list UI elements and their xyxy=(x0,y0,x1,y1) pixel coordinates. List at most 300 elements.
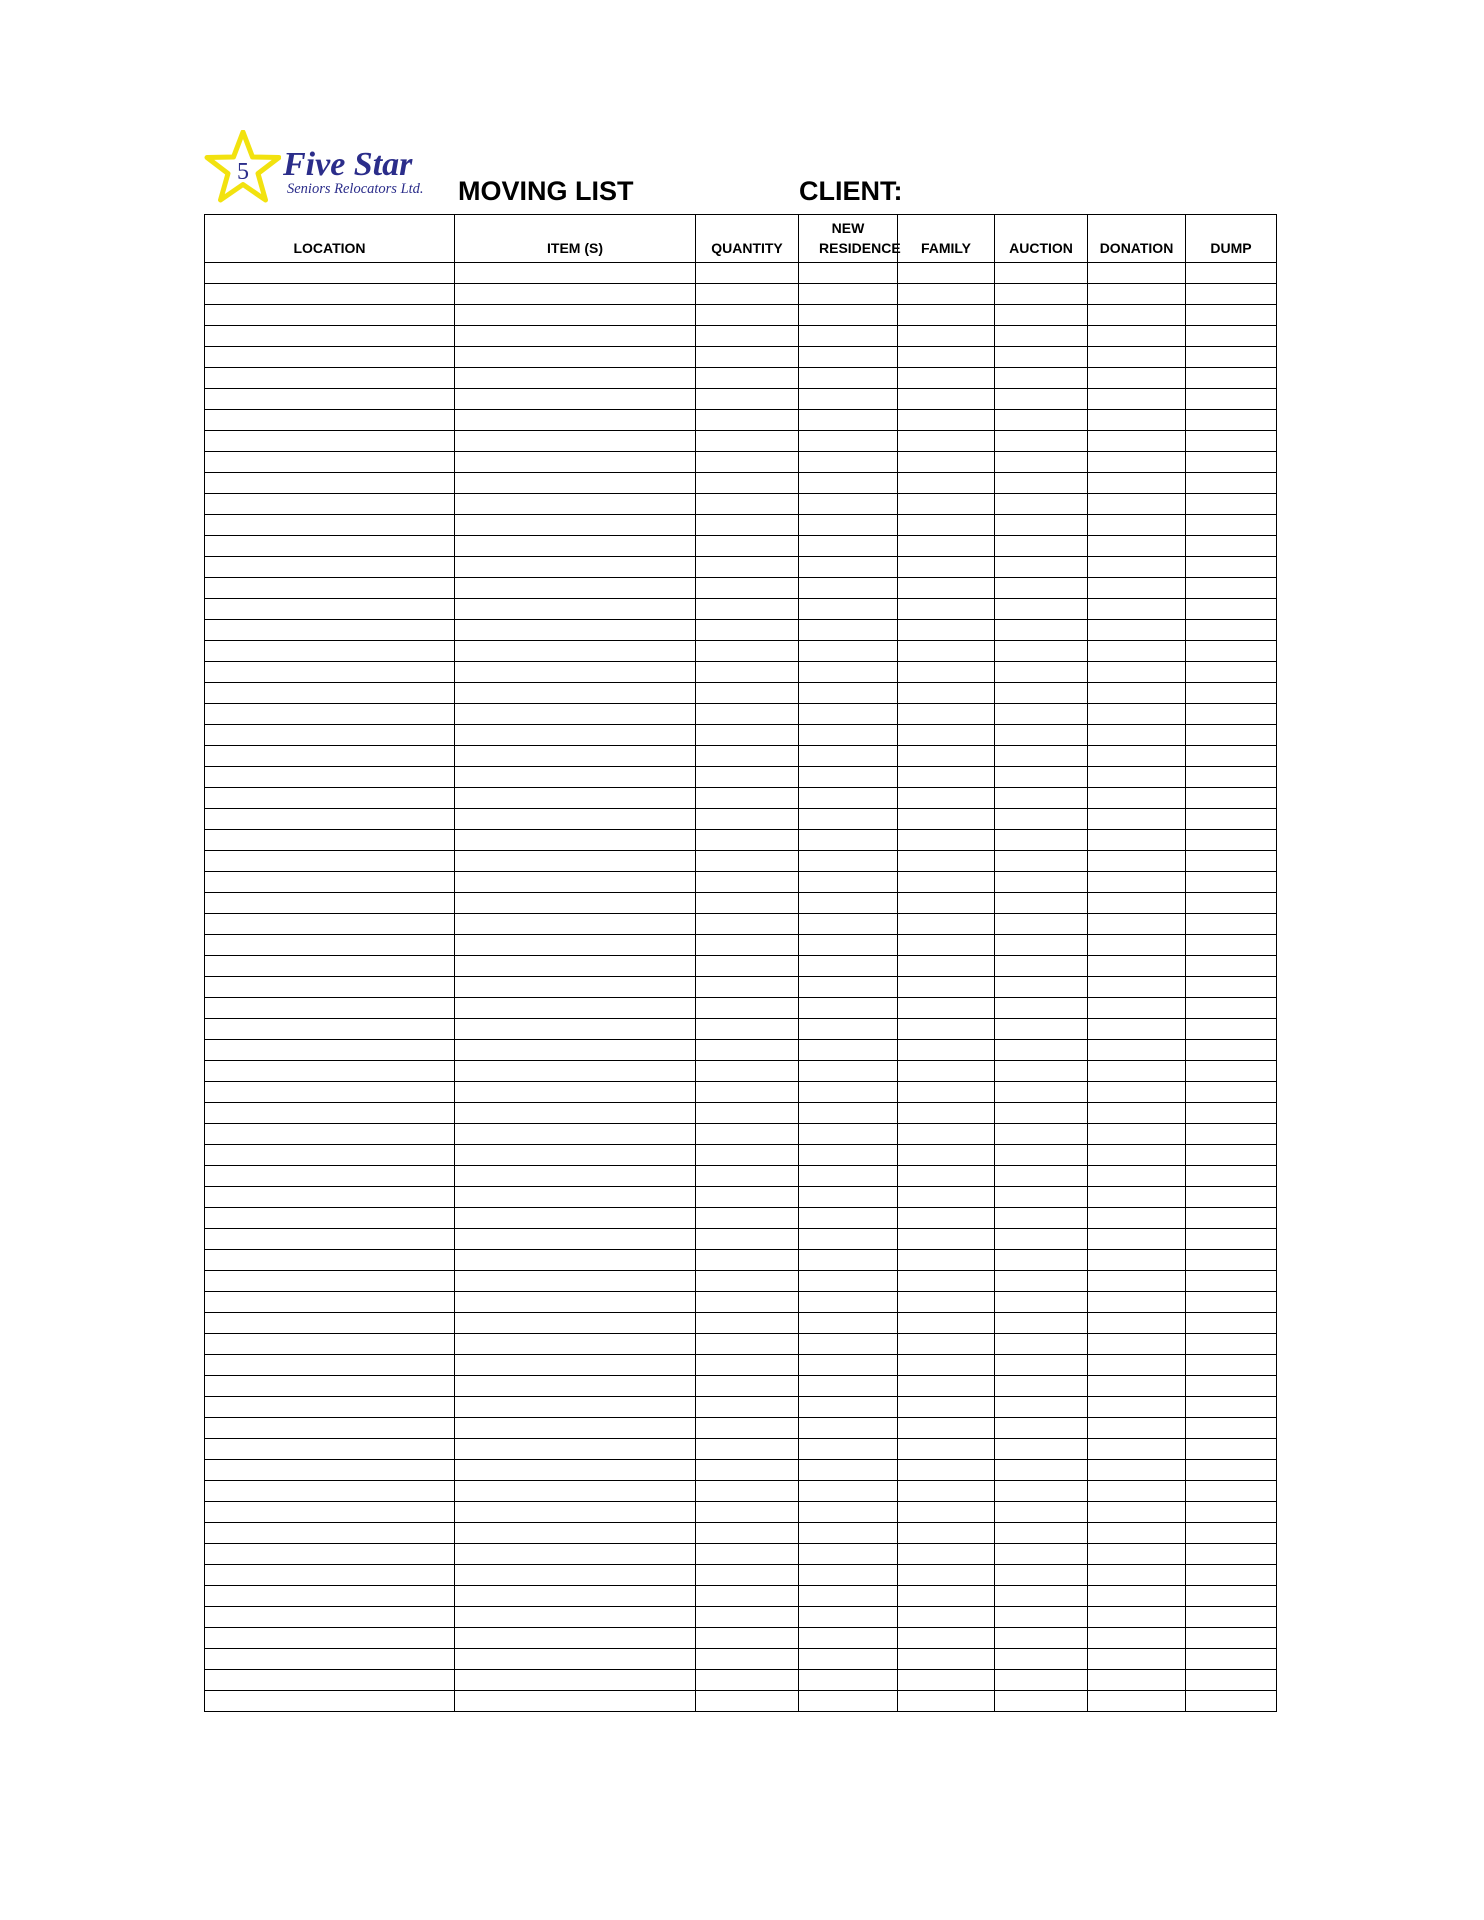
cell-location[interactable] xyxy=(205,830,455,851)
cell-family[interactable] xyxy=(898,389,995,410)
cell-new-residence[interactable] xyxy=(799,704,898,725)
cell-auction[interactable] xyxy=(995,368,1088,389)
cell-new-residence[interactable] xyxy=(799,1397,898,1418)
cell-location[interactable] xyxy=(205,1376,455,1397)
cell-family[interactable] xyxy=(898,1502,995,1523)
cell-new-residence[interactable] xyxy=(799,998,898,1019)
cell-new-residence[interactable] xyxy=(799,1649,898,1670)
cell-location[interactable] xyxy=(205,788,455,809)
cell-auction[interactable] xyxy=(995,515,1088,536)
cell-donation[interactable] xyxy=(1088,1397,1186,1418)
cell-quantity[interactable] xyxy=(696,389,799,410)
cell-donation[interactable] xyxy=(1088,599,1186,620)
cell-donation[interactable] xyxy=(1088,326,1186,347)
cell-dump[interactable] xyxy=(1186,1628,1277,1649)
cell-family[interactable] xyxy=(898,515,995,536)
cell-donation[interactable] xyxy=(1088,1145,1186,1166)
cell-location[interactable] xyxy=(205,1334,455,1355)
cell-donation[interactable] xyxy=(1088,263,1186,284)
cell-family[interactable] xyxy=(898,1187,995,1208)
cell-family[interactable] xyxy=(898,284,995,305)
cell-items[interactable] xyxy=(455,1292,696,1313)
cell-auction[interactable] xyxy=(995,1628,1088,1649)
cell-quantity[interactable] xyxy=(696,1040,799,1061)
cell-family[interactable] xyxy=(898,305,995,326)
cell-auction[interactable] xyxy=(995,935,1088,956)
cell-dump[interactable] xyxy=(1186,1670,1277,1691)
cell-items[interactable] xyxy=(455,725,696,746)
cell-location[interactable] xyxy=(205,410,455,431)
cell-new-residence[interactable] xyxy=(799,305,898,326)
cell-quantity[interactable] xyxy=(696,326,799,347)
cell-new-residence[interactable] xyxy=(799,1271,898,1292)
cell-dump[interactable] xyxy=(1186,1607,1277,1628)
cell-donation[interactable] xyxy=(1088,704,1186,725)
cell-dump[interactable] xyxy=(1186,998,1277,1019)
cell-items[interactable] xyxy=(455,1166,696,1187)
cell-new-residence[interactable] xyxy=(799,1502,898,1523)
cell-location[interactable] xyxy=(205,326,455,347)
cell-donation[interactable] xyxy=(1088,977,1186,998)
cell-quantity[interactable] xyxy=(696,704,799,725)
cell-family[interactable] xyxy=(898,557,995,578)
cell-location[interactable] xyxy=(205,1481,455,1502)
cell-items[interactable] xyxy=(455,1250,696,1271)
cell-auction[interactable] xyxy=(995,326,1088,347)
cell-new-residence[interactable] xyxy=(799,1607,898,1628)
cell-donation[interactable] xyxy=(1088,788,1186,809)
cell-new-residence[interactable] xyxy=(799,1187,898,1208)
cell-quantity[interactable] xyxy=(696,851,799,872)
cell-new-residence[interactable] xyxy=(799,557,898,578)
cell-quantity[interactable] xyxy=(696,1292,799,1313)
cell-family[interactable] xyxy=(898,1292,995,1313)
cell-auction[interactable] xyxy=(995,1124,1088,1145)
cell-location[interactable] xyxy=(205,389,455,410)
cell-dump[interactable] xyxy=(1186,536,1277,557)
cell-quantity[interactable] xyxy=(696,1376,799,1397)
cell-items[interactable] xyxy=(455,1502,696,1523)
cell-auction[interactable] xyxy=(995,557,1088,578)
cell-quantity[interactable] xyxy=(696,368,799,389)
cell-location[interactable] xyxy=(205,1418,455,1439)
cell-dump[interactable] xyxy=(1186,1061,1277,1082)
cell-location[interactable] xyxy=(205,557,455,578)
cell-items[interactable] xyxy=(455,1313,696,1334)
cell-donation[interactable] xyxy=(1088,389,1186,410)
cell-quantity[interactable] xyxy=(696,1607,799,1628)
cell-family[interactable] xyxy=(898,1019,995,1040)
cell-auction[interactable] xyxy=(995,1670,1088,1691)
cell-items[interactable] xyxy=(455,347,696,368)
cell-location[interactable] xyxy=(205,431,455,452)
cell-family[interactable] xyxy=(898,1460,995,1481)
cell-location[interactable] xyxy=(205,473,455,494)
cell-quantity[interactable] xyxy=(696,1670,799,1691)
cell-quantity[interactable] xyxy=(696,1061,799,1082)
cell-donation[interactable] xyxy=(1088,347,1186,368)
cell-auction[interactable] xyxy=(995,998,1088,1019)
cell-location[interactable] xyxy=(205,1019,455,1040)
cell-auction[interactable] xyxy=(995,1292,1088,1313)
cell-donation[interactable] xyxy=(1088,305,1186,326)
cell-items[interactable] xyxy=(455,872,696,893)
cell-quantity[interactable] xyxy=(696,1334,799,1355)
cell-donation[interactable] xyxy=(1088,557,1186,578)
cell-family[interactable] xyxy=(898,473,995,494)
cell-new-residence[interactable] xyxy=(799,515,898,536)
cell-new-residence[interactable] xyxy=(799,1208,898,1229)
cell-items[interactable] xyxy=(455,830,696,851)
cell-donation[interactable] xyxy=(1088,767,1186,788)
cell-items[interactable] xyxy=(455,410,696,431)
cell-dump[interactable] xyxy=(1186,452,1277,473)
cell-new-residence[interactable] xyxy=(799,1061,898,1082)
cell-auction[interactable] xyxy=(995,620,1088,641)
cell-items[interactable] xyxy=(455,809,696,830)
cell-auction[interactable] xyxy=(995,1586,1088,1607)
cell-auction[interactable] xyxy=(995,809,1088,830)
cell-items[interactable] xyxy=(455,1103,696,1124)
cell-quantity[interactable] xyxy=(696,746,799,767)
cell-quantity[interactable] xyxy=(696,977,799,998)
cell-auction[interactable] xyxy=(995,347,1088,368)
cell-donation[interactable] xyxy=(1088,1502,1186,1523)
cell-family[interactable] xyxy=(898,1523,995,1544)
cell-items[interactable] xyxy=(455,1124,696,1145)
cell-quantity[interactable] xyxy=(696,872,799,893)
cell-location[interactable] xyxy=(205,1040,455,1061)
cell-dump[interactable] xyxy=(1186,620,1277,641)
cell-auction[interactable] xyxy=(995,1103,1088,1124)
cell-items[interactable] xyxy=(455,515,696,536)
cell-auction[interactable] xyxy=(995,1481,1088,1502)
cell-new-residence[interactable] xyxy=(799,473,898,494)
cell-dump[interactable] xyxy=(1186,473,1277,494)
cell-dump[interactable] xyxy=(1186,410,1277,431)
cell-new-residence[interactable] xyxy=(799,536,898,557)
cell-family[interactable] xyxy=(898,746,995,767)
cell-items[interactable] xyxy=(455,662,696,683)
cell-quantity[interactable] xyxy=(696,1082,799,1103)
cell-donation[interactable] xyxy=(1088,746,1186,767)
cell-dump[interactable] xyxy=(1186,704,1277,725)
cell-donation[interactable] xyxy=(1088,1271,1186,1292)
cell-dump[interactable] xyxy=(1186,788,1277,809)
cell-auction[interactable] xyxy=(995,1229,1088,1250)
cell-donation[interactable] xyxy=(1088,1166,1186,1187)
cell-quantity[interactable] xyxy=(696,431,799,452)
cell-items[interactable] xyxy=(455,1208,696,1229)
cell-location[interactable] xyxy=(205,284,455,305)
cell-auction[interactable] xyxy=(995,599,1088,620)
cell-items[interactable] xyxy=(455,1397,696,1418)
cell-family[interactable] xyxy=(898,347,995,368)
cell-location[interactable] xyxy=(205,935,455,956)
cell-location[interactable] xyxy=(205,746,455,767)
cell-items[interactable] xyxy=(455,1586,696,1607)
cell-donation[interactable] xyxy=(1088,1124,1186,1145)
cell-auction[interactable] xyxy=(995,1040,1088,1061)
cell-location[interactable] xyxy=(205,1292,455,1313)
cell-location[interactable] xyxy=(205,1544,455,1565)
cell-donation[interactable] xyxy=(1088,1691,1186,1712)
cell-dump[interactable] xyxy=(1186,1187,1277,1208)
cell-family[interactable] xyxy=(898,1271,995,1292)
cell-donation[interactable] xyxy=(1088,452,1186,473)
cell-new-residence[interactable] xyxy=(799,1124,898,1145)
cell-family[interactable] xyxy=(898,662,995,683)
cell-family[interactable] xyxy=(898,998,995,1019)
cell-new-residence[interactable] xyxy=(799,1292,898,1313)
cell-items[interactable] xyxy=(455,1334,696,1355)
cell-new-residence[interactable] xyxy=(799,914,898,935)
cell-quantity[interactable] xyxy=(696,998,799,1019)
cell-new-residence[interactable] xyxy=(799,599,898,620)
cell-dump[interactable] xyxy=(1186,1145,1277,1166)
cell-auction[interactable] xyxy=(995,1502,1088,1523)
cell-dump[interactable] xyxy=(1186,1418,1277,1439)
cell-auction[interactable] xyxy=(995,1355,1088,1376)
cell-auction[interactable] xyxy=(995,1565,1088,1586)
cell-donation[interactable] xyxy=(1088,536,1186,557)
cell-location[interactable] xyxy=(205,1649,455,1670)
cell-family[interactable] xyxy=(898,368,995,389)
cell-quantity[interactable] xyxy=(696,284,799,305)
cell-auction[interactable] xyxy=(995,1397,1088,1418)
cell-donation[interactable] xyxy=(1088,956,1186,977)
cell-donation[interactable] xyxy=(1088,851,1186,872)
cell-items[interactable] xyxy=(455,536,696,557)
cell-family[interactable] xyxy=(898,1334,995,1355)
cell-items[interactable] xyxy=(455,998,696,1019)
cell-auction[interactable] xyxy=(995,1208,1088,1229)
cell-items[interactable] xyxy=(455,683,696,704)
cell-donation[interactable] xyxy=(1088,1313,1186,1334)
cell-location[interactable] xyxy=(205,1271,455,1292)
cell-new-residence[interactable] xyxy=(799,935,898,956)
cell-new-residence[interactable] xyxy=(799,1313,898,1334)
cell-location[interactable] xyxy=(205,725,455,746)
cell-donation[interactable] xyxy=(1088,1292,1186,1313)
cell-new-residence[interactable] xyxy=(799,788,898,809)
cell-donation[interactable] xyxy=(1088,473,1186,494)
cell-donation[interactable] xyxy=(1088,284,1186,305)
cell-new-residence[interactable] xyxy=(799,452,898,473)
cell-items[interactable] xyxy=(455,1523,696,1544)
cell-quantity[interactable] xyxy=(696,1586,799,1607)
cell-new-residence[interactable] xyxy=(799,1355,898,1376)
cell-quantity[interactable] xyxy=(696,1166,799,1187)
cell-items[interactable] xyxy=(455,1607,696,1628)
cell-auction[interactable] xyxy=(995,767,1088,788)
cell-location[interactable] xyxy=(205,1145,455,1166)
cell-location[interactable] xyxy=(205,809,455,830)
cell-donation[interactable] xyxy=(1088,578,1186,599)
cell-location[interactable] xyxy=(205,977,455,998)
cell-family[interactable] xyxy=(898,683,995,704)
cell-family[interactable] xyxy=(898,1691,995,1712)
cell-donation[interactable] xyxy=(1088,872,1186,893)
cell-auction[interactable] xyxy=(995,788,1088,809)
cell-new-residence[interactable] xyxy=(799,347,898,368)
cell-quantity[interactable] xyxy=(696,1628,799,1649)
cell-quantity[interactable] xyxy=(696,1649,799,1670)
cell-new-residence[interactable] xyxy=(799,809,898,830)
cell-new-residence[interactable] xyxy=(799,1565,898,1586)
cell-location[interactable] xyxy=(205,1103,455,1124)
cell-new-residence[interactable] xyxy=(799,578,898,599)
cell-location[interactable] xyxy=(205,578,455,599)
cell-quantity[interactable] xyxy=(696,935,799,956)
cell-new-residence[interactable] xyxy=(799,1544,898,1565)
cell-auction[interactable] xyxy=(995,1418,1088,1439)
cell-items[interactable] xyxy=(455,305,696,326)
cell-quantity[interactable] xyxy=(696,1460,799,1481)
cell-dump[interactable] xyxy=(1186,1124,1277,1145)
cell-items[interactable] xyxy=(455,893,696,914)
cell-dump[interactable] xyxy=(1186,956,1277,977)
cell-family[interactable] xyxy=(898,410,995,431)
cell-quantity[interactable] xyxy=(696,305,799,326)
cell-auction[interactable] xyxy=(995,1649,1088,1670)
cell-quantity[interactable] xyxy=(696,1271,799,1292)
cell-quantity[interactable] xyxy=(696,263,799,284)
cell-dump[interactable] xyxy=(1186,1355,1277,1376)
cell-dump[interactable] xyxy=(1186,830,1277,851)
cell-dump[interactable] xyxy=(1186,1523,1277,1544)
cell-auction[interactable] xyxy=(995,536,1088,557)
cell-location[interactable] xyxy=(205,1250,455,1271)
cell-items[interactable] xyxy=(455,263,696,284)
cell-items[interactable] xyxy=(455,284,696,305)
cell-dump[interactable] xyxy=(1186,326,1277,347)
cell-items[interactable] xyxy=(455,956,696,977)
cell-location[interactable] xyxy=(205,263,455,284)
cell-auction[interactable] xyxy=(995,830,1088,851)
cell-quantity[interactable] xyxy=(696,1481,799,1502)
cell-donation[interactable] xyxy=(1088,725,1186,746)
cell-location[interactable] xyxy=(205,1082,455,1103)
cell-dump[interactable] xyxy=(1186,347,1277,368)
cell-location[interactable] xyxy=(205,662,455,683)
cell-dump[interactable] xyxy=(1186,1040,1277,1061)
cell-items[interactable] xyxy=(455,1691,696,1712)
cell-items[interactable] xyxy=(455,1229,696,1250)
cell-auction[interactable] xyxy=(995,1019,1088,1040)
cell-family[interactable] xyxy=(898,1376,995,1397)
cell-dump[interactable] xyxy=(1186,1691,1277,1712)
cell-family[interactable] xyxy=(898,1103,995,1124)
cell-new-residence[interactable] xyxy=(799,641,898,662)
cell-quantity[interactable] xyxy=(696,1313,799,1334)
cell-family[interactable] xyxy=(898,1418,995,1439)
cell-family[interactable] xyxy=(898,1040,995,1061)
cell-new-residence[interactable] xyxy=(799,662,898,683)
cell-quantity[interactable] xyxy=(696,767,799,788)
cell-donation[interactable] xyxy=(1088,998,1186,1019)
cell-family[interactable] xyxy=(898,494,995,515)
cell-quantity[interactable] xyxy=(696,1187,799,1208)
cell-location[interactable] xyxy=(205,683,455,704)
cell-auction[interactable] xyxy=(995,893,1088,914)
cell-dump[interactable] xyxy=(1186,1649,1277,1670)
cell-quantity[interactable] xyxy=(696,1145,799,1166)
cell-new-residence[interactable] xyxy=(799,620,898,641)
cell-donation[interactable] xyxy=(1088,1082,1186,1103)
cell-location[interactable] xyxy=(205,914,455,935)
cell-auction[interactable] xyxy=(995,1523,1088,1544)
cell-location[interactable] xyxy=(205,1229,455,1250)
cell-family[interactable] xyxy=(898,956,995,977)
cell-new-residence[interactable] xyxy=(799,263,898,284)
cell-dump[interactable] xyxy=(1186,1334,1277,1355)
cell-donation[interactable] xyxy=(1088,1229,1186,1250)
cell-family[interactable] xyxy=(898,620,995,641)
cell-items[interactable] xyxy=(455,767,696,788)
cell-dump[interactable] xyxy=(1186,662,1277,683)
cell-new-residence[interactable] xyxy=(799,284,898,305)
cell-donation[interactable] xyxy=(1088,1250,1186,1271)
cell-quantity[interactable] xyxy=(696,1397,799,1418)
cell-quantity[interactable] xyxy=(696,1250,799,1271)
cell-quantity[interactable] xyxy=(696,1418,799,1439)
cell-family[interactable] xyxy=(898,809,995,830)
cell-items[interactable] xyxy=(455,1187,696,1208)
cell-location[interactable] xyxy=(205,305,455,326)
cell-quantity[interactable] xyxy=(696,809,799,830)
cell-dump[interactable] xyxy=(1186,1250,1277,1271)
cell-dump[interactable] xyxy=(1186,368,1277,389)
cell-quantity[interactable] xyxy=(696,620,799,641)
cell-new-residence[interactable] xyxy=(799,1145,898,1166)
cell-items[interactable] xyxy=(455,326,696,347)
cell-dump[interactable] xyxy=(1186,494,1277,515)
cell-items[interactable] xyxy=(455,746,696,767)
cell-new-residence[interactable] xyxy=(799,1439,898,1460)
cell-new-residence[interactable] xyxy=(799,1250,898,1271)
cell-auction[interactable] xyxy=(995,1061,1088,1082)
cell-quantity[interactable] xyxy=(696,536,799,557)
cell-dump[interactable] xyxy=(1186,284,1277,305)
cell-items[interactable] xyxy=(455,1082,696,1103)
cell-auction[interactable] xyxy=(995,1166,1088,1187)
cell-donation[interactable] xyxy=(1088,1649,1186,1670)
cell-location[interactable] xyxy=(205,1607,455,1628)
cell-donation[interactable] xyxy=(1088,1061,1186,1082)
cell-donation[interactable] xyxy=(1088,1334,1186,1355)
cell-quantity[interactable] xyxy=(696,1103,799,1124)
cell-donation[interactable] xyxy=(1088,1481,1186,1502)
cell-donation[interactable] xyxy=(1088,1355,1186,1376)
cell-auction[interactable] xyxy=(995,956,1088,977)
cell-dump[interactable] xyxy=(1186,1103,1277,1124)
cell-auction[interactable] xyxy=(995,725,1088,746)
cell-donation[interactable] xyxy=(1088,1670,1186,1691)
cell-dump[interactable] xyxy=(1186,1565,1277,1586)
cell-dump[interactable] xyxy=(1186,578,1277,599)
cell-donation[interactable] xyxy=(1088,1019,1186,1040)
cell-new-residence[interactable] xyxy=(799,872,898,893)
cell-dump[interactable] xyxy=(1186,1271,1277,1292)
cell-auction[interactable] xyxy=(995,977,1088,998)
cell-new-residence[interactable] xyxy=(799,494,898,515)
cell-location[interactable] xyxy=(205,1691,455,1712)
cell-location[interactable] xyxy=(205,998,455,1019)
cell-quantity[interactable] xyxy=(696,662,799,683)
cell-dump[interactable] xyxy=(1186,767,1277,788)
cell-auction[interactable] xyxy=(995,263,1088,284)
